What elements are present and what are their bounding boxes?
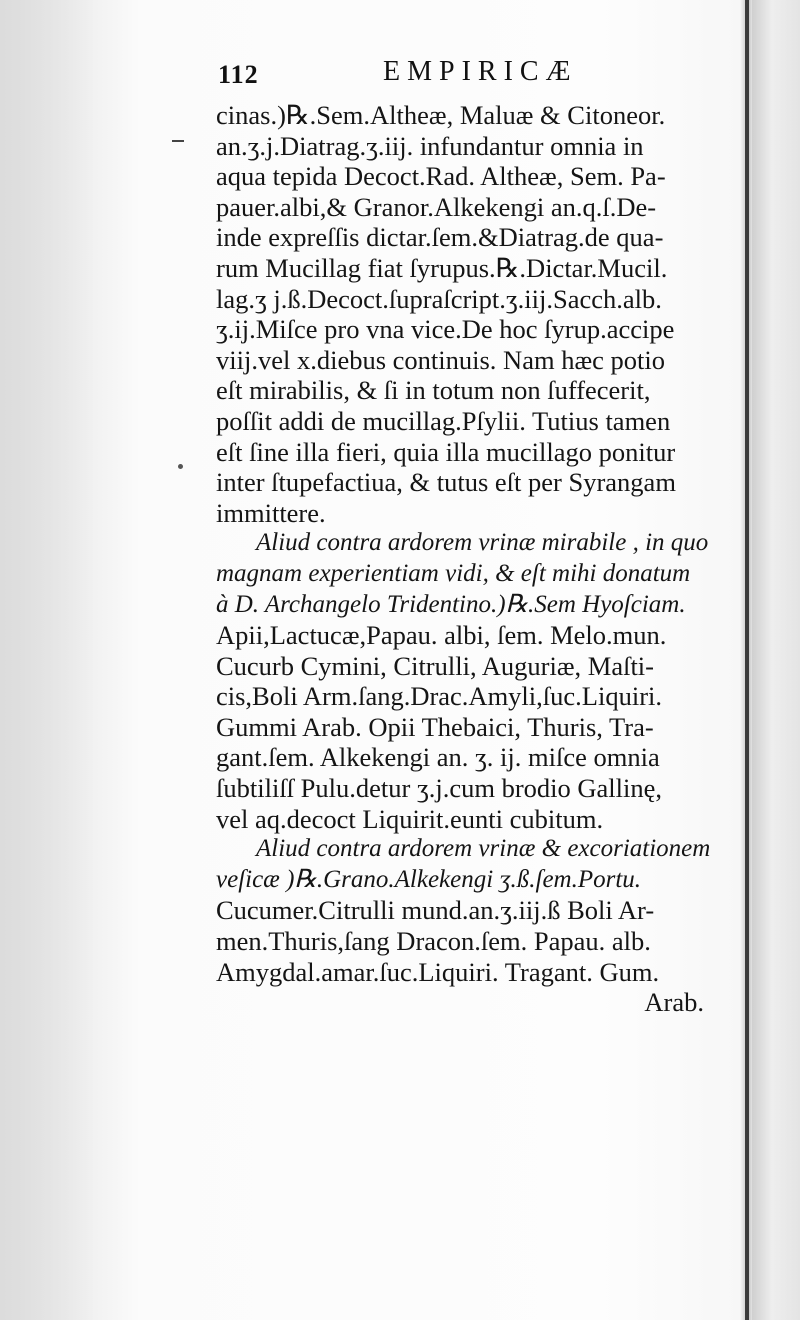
page-number: 112 — [218, 60, 259, 89]
running-head: EMPIRICÆ — [383, 56, 578, 87]
text-line: immittere. — [216, 497, 326, 528]
text-line: viij.vel x.diebus continuis. Nam hæc potio — [216, 344, 665, 375]
margin-mark — [172, 140, 184, 142]
text-line: eſt mirabilis, & ſi in totum non ſuffecerit, — [216, 375, 651, 406]
page-header — [218, 52, 748, 92]
text-line: eſt ſine illa fieri, quia illa mucillago ponitur — [216, 436, 676, 467]
text-line: men.Thuris,ſang Dracon.ſem. Papau. alb. — [216, 926, 651, 957]
text-line: ʒ.ij.Miſce pro vna vice.De hoc ſyrup.accipe — [216, 314, 675, 345]
text-line: cinas.)℞.Sem.Altheæ, Maluæ & Citoneor. — [216, 100, 666, 130]
recipe-heading-line: Aliud contra ardorem vrinæ mirabile , in quo — [256, 529, 709, 557]
text-line: Gummi Arab. Opii Thebaici, Thuris, Tra- — [216, 711, 654, 742]
catchword: Arab. — [644, 987, 704, 1018]
text-line: inter ſtupefactiua, & tutus eſt per Syrangam — [216, 467, 676, 498]
text-line: poſſit addi de mucillag.Pſylii. Tutius tamen — [216, 405, 671, 436]
recipe-heading-line: veſicæ )℞.Grano.Alkekengi ʒ.ß.ſem.Portu. — [216, 865, 642, 893]
text-line: aqua tepida Decoct.Rad. Altheæ, Sem. Pa- — [216, 161, 666, 192]
text-line: Apii,Lactucæ,Papau. albi, ſem. Melo.mun. — [216, 620, 667, 651]
recipe-heading-line: magnam experientiam vidi, & eſt mihi donatum — [216, 559, 691, 587]
text-line: inde expreſſis dictar.ſem.&Diatrag.de qua- — [216, 222, 664, 253]
text-line: cis,Boli Arm.ſang.Drac.Amyli,ſuc.Liquiri. — [216, 681, 663, 712]
recipe-heading-line: Aliud contra ardorem vrinæ & excoriationem — [256, 835, 711, 863]
page-edge-shadow — [0, 0, 95, 1320]
text-line: ſubtiliſſ Pulu.detur ʒ.j.cum brodio Gallinę, — [216, 773, 663, 804]
text-line: an.ʒ.j.Diatrag.ʒ.iij. infundantur omnia in — [216, 130, 644, 161]
text-line: pauer.albi,& Granor.Alkekengi an.q.ſ.De- — [216, 191, 657, 222]
text-block — [216, 100, 756, 1018]
recipe-heading-line: à D. Archangelo Tridentino.)℞.Sem Hyoſciam. — [216, 590, 686, 618]
text-line: Amygdal.amar.ſuc.Liquiri. Tragant. Gum. — [216, 956, 660, 987]
text-line: Cucumer.Citrulli mund.an.ʒ.iij.ß Boli Ar- — [216, 895, 655, 926]
text-line: lag.ʒ j.ß.Decoct.ſupraſcript.ʒ.iij.Sacch.alb. — [216, 283, 662, 314]
margin-dot — [178, 464, 183, 469]
text-line: Cucurb Cymini, Citrulli, Auguriæ, Maſti- — [216, 650, 654, 681]
text-line: vel aq.decoct Liquirit.eunti cubitum. — [216, 803, 604, 834]
text-line: gant.ſem. Alkekengi an. ʒ. ij. miſce omnia — [216, 742, 660, 773]
facing-page-edge — [752, 0, 800, 1320]
text-line: rum Mucillag fiat ſyrupus.℞.Dictar.Mucil. — [216, 252, 668, 283]
